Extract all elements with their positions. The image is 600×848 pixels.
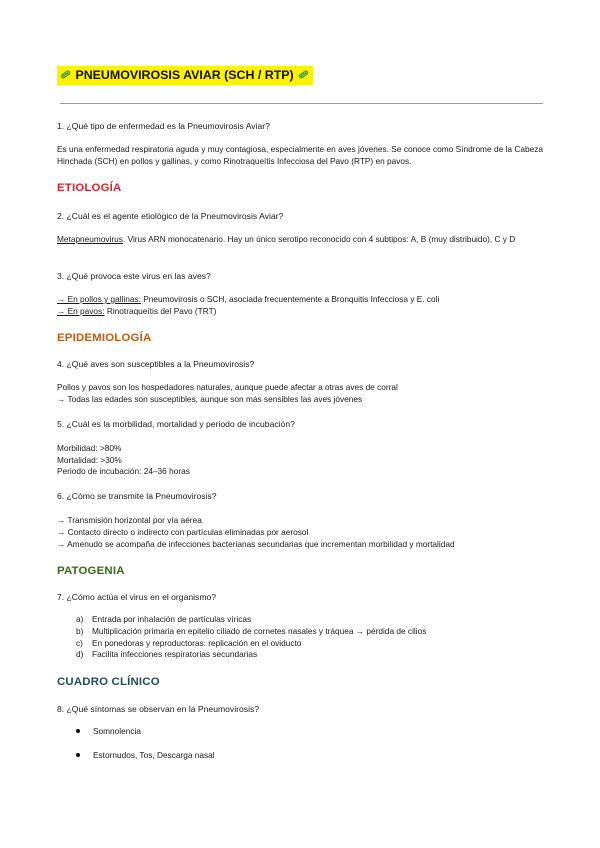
answer-5-line-3: Periodo de incubación: 24–36 horas: [57, 466, 190, 476]
answer-6-line-1: → Transmisión horizontal por vía aérea: [57, 515, 202, 525]
microbe-icon: [297, 68, 310, 81]
agent-name: Metapneumovirus: [57, 234, 123, 244]
answer-4-line-2: → Todas las edades son susceptibles, aunque son más sensibles las aves jóvenes: [57, 394, 363, 404]
pathogenesis-list: [57, 614, 543, 661]
answer-2: [57, 234, 543, 246]
question-7: 7. ¿Cómo actúa el virus en el organismo?: [57, 592, 217, 602]
list-marker: d): [76, 649, 84, 660]
list-marker: c): [76, 637, 83, 648]
question-4: 4. ¿Qué aves son susceptibles a la Pneumovirosis?: [57, 359, 255, 369]
question-2: 2. ¿Cuál es el agente etiológico de la Pneumovirosis Aviar?: [57, 211, 284, 221]
document-title: [57, 66, 313, 85]
list-item-text: Multiplicación primaria en epitelio ciliado de cornetes nasales y tráquea → pérdida de cilios: [92, 625, 427, 636]
list-item: [57, 649, 543, 661]
heading-cuadro-clinico: CUADRO CLÍNICO: [57, 676, 160, 688]
answer-3-line-1: [57, 294, 543, 306]
heading-patogenia: PATOGENIA: [57, 565, 125, 577]
answer-6-line-3: → Amenudo se acompaña de infecciones bacterianas secundarias que incrementan morbilidad y mortalidad: [57, 539, 455, 549]
answer-3-label-1: → En pollos y gallinas:: [57, 294, 141, 304]
answer-6-line-2: → Contacto directo o indirecto con partículas eliminadas por aerosol: [57, 527, 309, 537]
answer-5-line-2: Mortalidad: >30%: [57, 455, 122, 465]
question-5: 5. ¿Cuál es la morbilidad, mortalidad y periodo de incubación?: [57, 419, 295, 429]
bullet-icon: [76, 753, 80, 757]
answer-3-label-2: → En pavos:: [57, 306, 105, 316]
list-marker: b): [76, 625, 84, 636]
answer-5-line-1: Morbilidad: >80%: [57, 443, 122, 453]
bullet-icon: [76, 729, 80, 733]
list-item: [57, 750, 215, 762]
list-item-text: Entrada por inhalación de partículas víricas: [92, 614, 252, 624]
list-item: [57, 638, 543, 650]
microbe-icon: [59, 68, 72, 81]
list-item: [57, 614, 543, 626]
question-3: 3. ¿Qué provoca este virus en las aves?: [57, 271, 211, 281]
heading-epidemiologia: EPIDEMIOLOGÍA: [57, 332, 152, 344]
agent-description: . Virus ARN monocatenario. Hay un único serotipo reconocido con 4 subtipos: A, B (muy distribuido), C y D: [122, 234, 516, 244]
answer-4-line-1: Pollos y pavos son los hospedadores naturales, aunque puede afectar a otras aves de corral: [57, 382, 398, 392]
horizontal-divider: [60, 103, 543, 104]
list-item: [57, 626, 543, 638]
answer-3-text-2: Rinotraqueítis del Pavo (TRT): [104, 306, 217, 316]
list-item-text: En ponedoras y reproductoras: replicación en el oviducto: [92, 637, 302, 648]
answer-1: Es una enfermedad respiratoria aguda y muy contagiosa, especialmente en aves jóvenes. Se conoce como Síndrome de la Cabeza Hinchada (SCH) en pollos y gallinas, y como Rinotraqueítis Infecciosa del Pavo (RTP) en pavos.: [57, 144, 543, 166]
question-8: 8. ¿Qué síntomas se observan en la Pneumovirosis?: [57, 704, 260, 714]
heading-etiologia: ETIOLOGÍA: [57, 182, 122, 194]
list-item-text: Somnolencia: [93, 726, 141, 736]
question-6: 6. ¿Cómo se transmite la Pneumovirosis?: [57, 491, 217, 501]
list-item-text: Estornudos, Tos, Descarga nasal: [93, 750, 215, 760]
question-1: 1. ¿Qué tipo de enfermedad es la Pneumovirosis Aviar?: [57, 121, 270, 131]
list-item-text: Facilita infecciones respiratorias secundarias: [92, 649, 258, 660]
title-text: PNEUMOVIROSIS AVIAR (SCH / RTP): [75, 68, 294, 82]
answer-3-line-2: [57, 306, 543, 318]
list-item: [57, 726, 141, 738]
list-marker: a): [76, 614, 84, 624]
answer-3-text-1: Pneumovirosis o SCH, asociada frecuentemente a Bronquitis Infecciosa y E. coli: [140, 294, 440, 304]
title-block: [57, 66, 313, 85]
